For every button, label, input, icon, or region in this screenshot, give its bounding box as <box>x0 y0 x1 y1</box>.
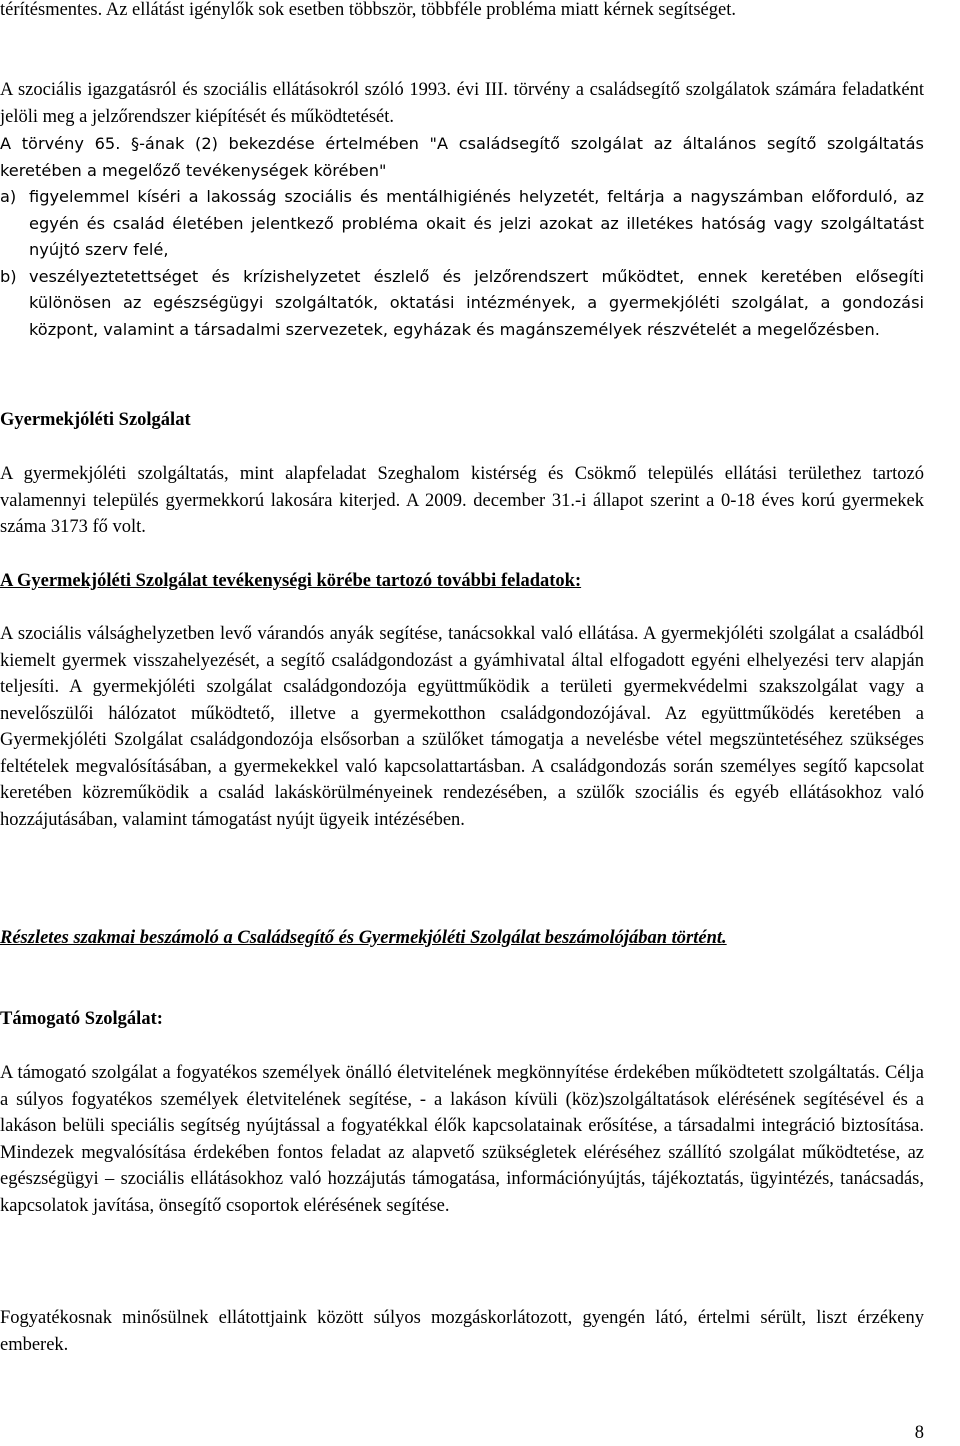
list-item-text: veszélyeztetettséget és krízishelyzetet észlelő és jelzőrendszert működtet, ennek keretében elősegíti különösen az egészségügyi szolgáltatók, oktatási intézmények, a gyermekjóléti szolgálat, a gondozási központ, valamint a társadalmi szervezetek, egyházak és magánszemélyek részvételét a megelőzésben. <box>29 266 924 339</box>
list-item-text: figyelemmel kíséri a lakosság szociális és mentálhigiénés helyzetét, feltárja a nagyszámban előforduló, az egyén és család életében jelentkező probléma okait és jelzi azokat az illetékes hatóság vagy szolgáltatást nyújtó szerv felé, <box>29 187 924 259</box>
report-note: Részletes szakmai beszámoló a Családsegítő és Gyermekjóléti Szolgálat beszámolójában történt. <box>0 928 727 948</box>
intro-paragraph-law: A szociális igazgatásról és szociális ellátásokról szóló 1993. évi III. törvény a családsegítő szolgálatok számára feladatként jelöli meg a jelzőrendszer kiépítését és működtetését. <box>0 80 924 127</box>
tamogato-paragraph: A támogató szolgálat a fogyatékos személyek önálló életvitelének megkönnyítése érdekében működtetett szolgáltatás. Célja a súlyos fogyatékos személyek életvitelének segítése, - a lakáson kívüli (köz)szolgáltatások elérésének segítésével és a lakáson belüli speciális segítség nyújtással a fogyatékkal élők kapcsolatainak erősítése, a társadalmi integráció biztosítása. Mindezek megvalósítása érdekében fontos feladat az alapvető szükségletek eléréséhez szállító szolgálat működtetése, az egészségügyi – szociális ellátásokhoz való hozzájutás támogatása, információnyújtás, tájékoztatás, ügyintézés, tanácsadás, kapcsolatok javítása, önsegítő csoportok elérésének segítése. <box>0 1063 924 1216</box>
intro-paragraph-continuation: térítésmentes. Az ellátást igénylők sok esetben többször, többféle probléma miatt kérnek segítséget. <box>0 0 736 20</box>
intro-paragraph-section: A törvény 65. §-ának (2) bekezdése értelmében "A családsegítő szolgálat az általános segítő szolgáltatás keretében a megelőző tevékenységek körében" <box>0 134 924 180</box>
section-heading-gyermekjoleti: Gyermekjóléti Szolgálat <box>0 410 191 430</box>
tamogato-paragraph-clients: Fogyatékosnak minősülnek ellátottjaink között súlyos mozgáskorlátozott, gyengén látó, értelmi sérült, liszt érzékeny emberek. <box>0 1308 924 1355</box>
list-marker: b) <box>0 266 17 286</box>
section-heading-tamogato: Támogató Szolgálat: <box>0 1009 163 1029</box>
list-marker: a) <box>0 187 17 206</box>
list-item <box>0 184 924 264</box>
page-number: 8 <box>914 1423 924 1443</box>
law-items-list <box>0 184 924 343</box>
tasks-paragraph: A szociális válsághelyzetben levő várandós anyák segítése, tanácsokkal való ellátása. A gyermekjóléti szolgálat a családból kiemelt gyermek visszahelyezését, a segítő családgondozást a gyámhivatal által elfogadott egyéni elhelyezési terv alapján teljesíti. A gyermekjóléti szolgálat családgondozója együttműködik a területi gyermekvédelmi szakszolgálat vagy a nevelőszülői hálózatot működtető, illetve a gyermekotthon családgondozójával. Az együttműködés keretében a Gyermekjóléti Szolgálat családgondozója elsősorban a szülőket támogatja a nevelésbe vétel megszüntetéséhez szükséges feltételek megvalósításában, a gyermekekkel való kapcsolattartásban. A családgondozás során személyes segítő kapcsolat keretében közreműködik a család lakáskörülményeinek rendezésében, a szülők szociális és egyéb ellátásokhoz való hozzájutásában, valamint támogatást nyújt ügyeik intézésében. <box>0 624 924 830</box>
subheading-tasks: A Gyermekjóléti Szolgálat tevékenységi körébe tartozó további feladatok: <box>0 571 582 591</box>
gyermekjoleti-paragraph: A gyermekjóléti szolgáltatás, mint alapfeladat Szeghalom kistérség és Csökmő település ellátási területhez tartozó valamennyi település gyermekkorú lakosára kiterjed. A 2009. december 31.-i állapot szerint a 0-18 éves korú gyermekek száma 3173 fő volt. <box>0 464 924 537</box>
list-item <box>0 264 924 344</box>
